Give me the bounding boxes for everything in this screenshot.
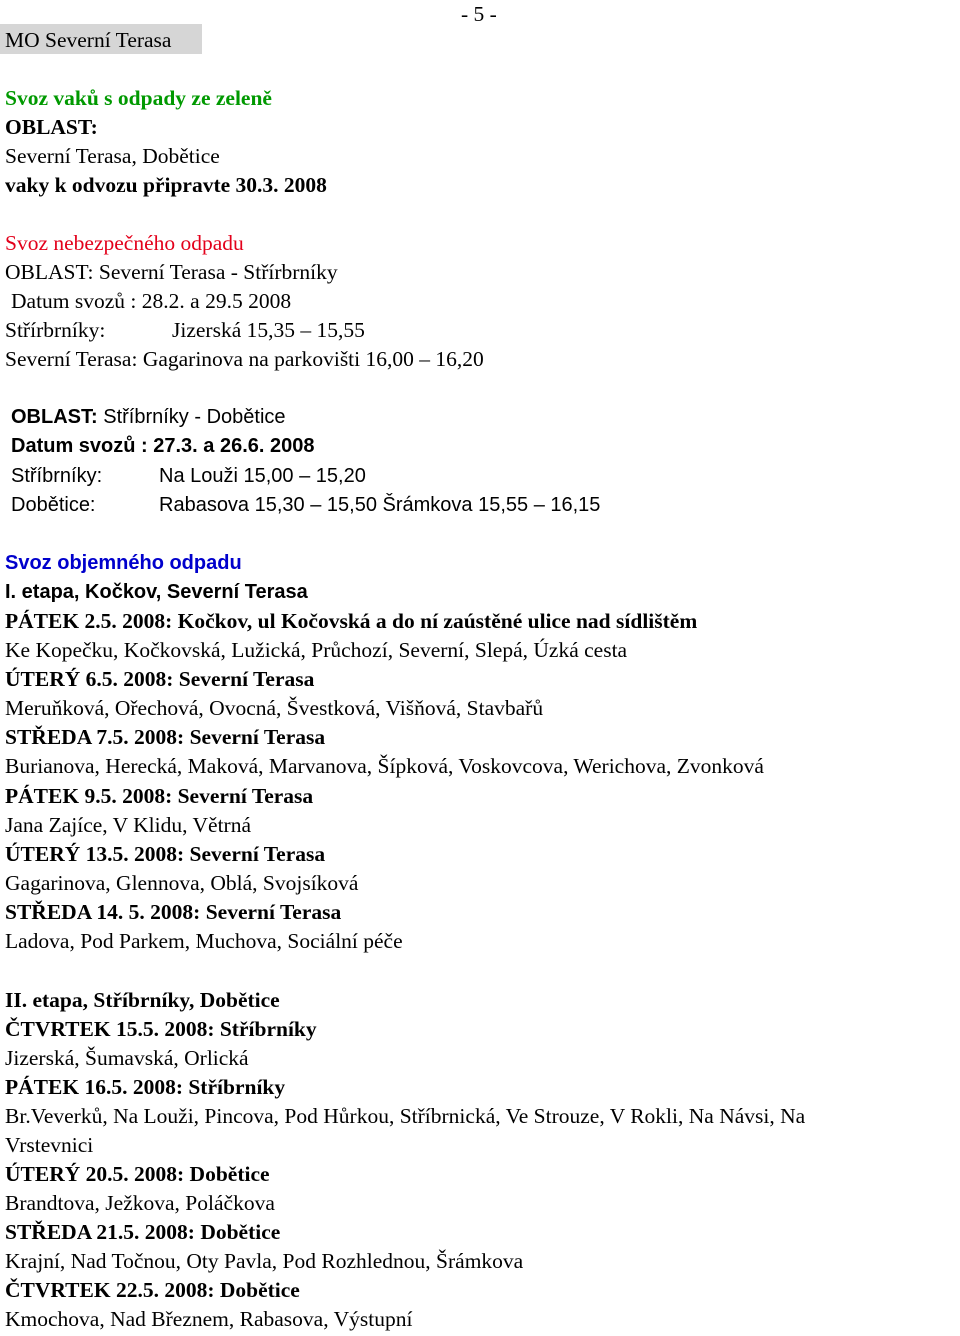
- organization-label-box: [0, 24, 202, 54]
- hazardous-area1-dates: Datum svozů : 28.2. a 29.5 2008: [11, 289, 292, 313]
- hazardous-area1-row: [5, 349, 484, 371]
- schedule-day: STŘEDA 21.5. 2008: Dobětice: [5, 1220, 281, 1244]
- bulky-waste-title: Svoz objemného odpadu: [5, 552, 242, 574]
- hazardous-area2-row-detail: Rabasova 15,30 – 15,50 Šrámkova 15,55 – 16,15: [159, 494, 601, 516]
- hazardous-area2-label: OBLAST:: [11, 406, 98, 428]
- hazardous-area1-row-detail: Jizerská 15,35 – 15,55: [172, 318, 365, 342]
- stage2-title: II. etapa, Stříbrníky, Dobětice: [5, 988, 280, 1012]
- schedule-day: ÚTERÝ 6.5. 2008: Severní Terasa: [5, 667, 315, 691]
- schedule-streets: Brandtova, Ježkova, Poláčkova: [5, 1191, 275, 1215]
- hazardous-area1-label: OBLAST:: [5, 260, 94, 284]
- schedule-day: ÚTERÝ 13.5. 2008: Severní Terasa: [5, 842, 326, 866]
- schedule-streets: Gagarinova, Glennova, Oblá, Svojsíková: [5, 871, 359, 895]
- schedule-day: ÚTERÝ 20.5. 2008: Dobětice: [5, 1162, 270, 1186]
- schedule-streets: Ladova, Pod Parkem, Muchova, Sociální péče: [5, 929, 403, 953]
- schedule-streets: Kmochova, Nad Březnem, Rabasova, Výstupní: [5, 1307, 413, 1331]
- hazardous-area1-row-detail: Gagarinova na parkovišti 16,00 – 16,20: [142, 347, 484, 371]
- hazardous-area2-row-place: Stříbrníky:: [11, 465, 103, 487]
- schedule-day: STŘEDA 14. 5. 2008: Severní Terasa: [5, 900, 342, 924]
- page-number: - 5 -: [461, 2, 497, 26]
- green-waste-area-label: OBLAST:: [5, 115, 98, 139]
- schedule-streets-continued: Vrstevnici: [5, 1133, 94, 1157]
- green-waste-title: Svoz vaků s odpady ze zeleně: [5, 86, 272, 110]
- schedule-streets: Ke Kopečku, Kočkovská, Lužická, Průchozí, Severní, Slepá, Úzká cesta: [5, 638, 628, 662]
- schedule-day: STŘEDA 7.5. 2008: Severní Terasa: [5, 725, 326, 749]
- hazardous-area2-value: Stříbrníky - Dobětice: [103, 406, 286, 428]
- green-waste-area-value: Severní Terasa, Dobětice: [5, 144, 220, 168]
- hazardous-area2-line: [11, 407, 286, 427]
- schedule-day: PÁTEK 2.5. 2008: Kočkov, ul Kočovská a do ní zaústěné ulice nad sídlištěm: [5, 609, 698, 633]
- schedule-streets: Br.Veverků, Na Louži, Pincova, Pod Hůrkou, Stříbrnická, Ve Strouze, V Rokli, Na Návsi, Na: [5, 1104, 806, 1128]
- hazardous-area1-row: [5, 320, 955, 344]
- schedule-day: ČTVRTEK 22.5. 2008: Dobětice: [5, 1278, 300, 1302]
- green-waste-prepare-text: vaky k odvozu připravte 30.3. 2008: [5, 173, 327, 197]
- hazardous-area2-row: [11, 495, 951, 519]
- schedule-day: PÁTEK 9.5. 2008: Severní Terasa: [5, 784, 314, 808]
- hazardous-area2-row-detail: Na Louži 15,00 – 15,20: [159, 465, 366, 487]
- organization-label: MO Severní Terasa: [5, 28, 172, 52]
- schedule-streets: Jana Zajíce, V Klidu, Větrná: [5, 813, 251, 837]
- hazardous-area1-value: Severní Terasa - Střírbrníky: [98, 260, 338, 284]
- schedule-streets: Meruňková, Ořechová, Ovocná, Švestková, Višňová, Stavbařů: [5, 696, 544, 720]
- hazardous-area2-row-place: Dobětice:: [11, 494, 96, 516]
- schedule-streets: Jizerská, Šumavská, Orlická: [5, 1046, 249, 1070]
- hazardous-area2-row: [11, 466, 951, 490]
- hazardous-area1-row-place: Severní Terasa:: [5, 347, 138, 371]
- schedule-streets: Krajní, Nad Točnou, Oty Pavla, Pod Rozhlednou, Šrámkova: [5, 1249, 524, 1273]
- schedule-day: PÁTEK 16.5. 2008: Stříbrníky: [5, 1075, 286, 1099]
- hazardous-area1-line: [5, 262, 338, 284]
- stage1-title: I. etapa, Kočkov, Severní Terasa: [5, 581, 308, 603]
- schedule-day: ČTVRTEK 15.5. 2008: Stříbrníky: [5, 1017, 317, 1041]
- hazardous-area1-row-place: Střírbrníky:: [5, 318, 106, 342]
- schedule-streets: Burianova, Herecká, Maková, Marvanova, Šípková, Voskovcova, Werichova, Zvonková: [5, 754, 764, 778]
- hazardous-waste-title: Svoz nebezpečného odpadu: [5, 231, 244, 255]
- hazardous-area2-dates: Datum svozů : 27.3. a 26.6. 2008: [11, 435, 315, 457]
